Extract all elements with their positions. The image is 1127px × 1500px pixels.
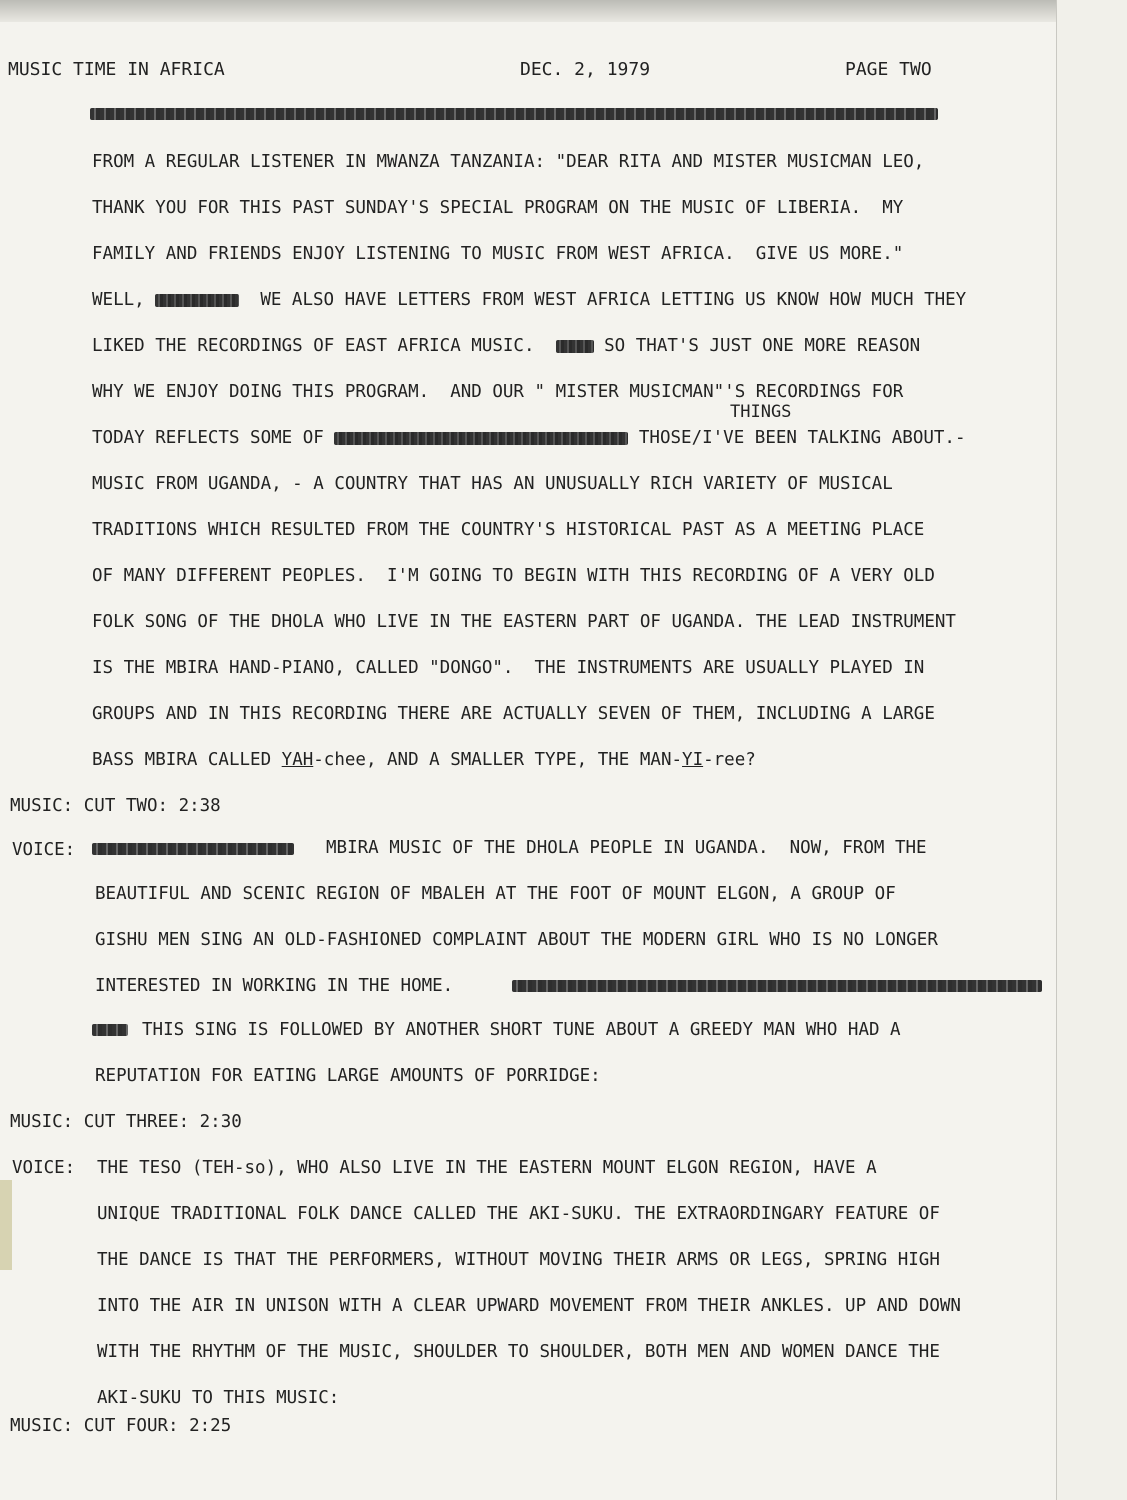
body-line bbox=[92, 750, 756, 770]
redaction-mark bbox=[155, 294, 239, 307]
script-date: DEC. 2, 1979 bbox=[520, 59, 651, 80]
body-line bbox=[92, 428, 966, 448]
body-line: WHY WE ENJOY DOING THIS PROGRAM. AND OUR " MISTER MUSICMAN"'S RECORDINGS FOR bbox=[92, 382, 904, 402]
body-text: BASS MBIRA CALLED bbox=[92, 750, 282, 770]
body-line: MBIRA MUSIC OF THE DHOLA PEOPLE IN UGANDA. NOW, FROM THE bbox=[326, 838, 927, 858]
music-cue: MUSIC: CUT FOUR: 2:25 bbox=[10, 1416, 232, 1436]
body-text: TODAY REFLECTS SOME OF bbox=[92, 428, 324, 448]
body-text: WE ALSO HAVE LETTERS FROM WEST AFRICA LETTING US KNOW HOW MUCH THEY bbox=[260, 290, 967, 310]
body-text: -ree? bbox=[703, 750, 756, 770]
program-title: MUSIC TIME IN AFRICA bbox=[8, 59, 225, 80]
body-line: TRADITIONS WHICH RESULTED FROM THE COUNTRY'S HISTORICAL PAST AS A MEETING PLACE bbox=[92, 520, 925, 540]
redaction-mark bbox=[556, 340, 594, 353]
body-line: THE TESO (TEH-so), WHO ALSO LIVE IN THE EASTERN MOUNT ELGON REGION, HAVE A bbox=[97, 1158, 877, 1178]
body-line: WITH THE RHYTHM OF THE MUSIC, SHOULDER TO SHOULDER, BOTH MEN AND WOMEN DANCE THE bbox=[97, 1342, 940, 1362]
body-line: GISHU MEN SING AN OLD-FASHIONED COMPLAINT ABOUT THE MODERN GIRL WHO IS NO LONGER bbox=[95, 930, 938, 950]
body-line: GROUPS AND IN THIS RECORDING THERE ARE ACTUALLY SEVEN OF THEM, INCLUDING A LARGE bbox=[92, 704, 935, 724]
body-line bbox=[92, 336, 920, 356]
body-line: AKI-SUKU TO THIS MUSIC: bbox=[97, 1388, 340, 1408]
body-text: SO THAT'S JUST ONE MORE REASON bbox=[604, 336, 921, 356]
body-text: -chee, AND A SMALLER TYPE, THE MAN- bbox=[313, 750, 683, 770]
body-line: BEAUTIFUL AND SCENIC REGION OF MBALEH AT THE FOOT OF MOUNT ELGON, A GROUP OF bbox=[95, 884, 896, 904]
body-text: THOSE/I'VE BEEN TALKING ABOUT.- bbox=[638, 428, 966, 448]
handwritten-insert: THINGS bbox=[730, 402, 792, 422]
redaction-mark bbox=[334, 432, 628, 445]
underlined-syllable: YI bbox=[682, 750, 704, 770]
body-text: LIKED THE RECORDINGS OF EAST AFRICA MUSIC. bbox=[92, 336, 535, 356]
music-cue: MUSIC: CUT TWO: 2:38 bbox=[10, 796, 221, 816]
redaction-mark bbox=[92, 843, 294, 855]
music-cue: MUSIC: CUT THREE: 2:30 bbox=[10, 1112, 242, 1132]
paper-top-edge bbox=[0, 0, 1127, 22]
redaction-mark bbox=[512, 980, 1042, 992]
body-line: IS THE MBIRA HAND-PIANO, CALLED "DONGO". THE INSTRUMENTS ARE USUALLY PLAYED IN bbox=[92, 658, 925, 678]
body-line: UNIQUE TRADITIONAL FOLK DANCE CALLED THE AKI-SUKU. THE EXTRAORDINGARY FEATURE OF bbox=[97, 1204, 940, 1224]
redaction-mark bbox=[92, 1024, 128, 1036]
body-line: INTERESTED IN WORKING IN THE HOME. bbox=[95, 976, 454, 996]
body-line: FROM A REGULAR LISTENER IN MWANZA TANZANIA: "DEAR RITA AND MISTER MUSICMAN LEO, bbox=[92, 152, 925, 172]
tape-residue bbox=[0, 1180, 12, 1270]
underlined-syllable: YAH bbox=[281, 750, 314, 770]
body-line: THANK YOU FOR THIS PAST SUNDAY'S SPECIAL PROGRAM ON THE MUSIC OF LIBERIA. MY bbox=[92, 198, 904, 218]
voice-label: VOICE: bbox=[12, 1158, 76, 1178]
body-line: REPUTATION FOR EATING LARGE AMOUNTS OF PORRIDGE: bbox=[95, 1066, 601, 1086]
tractor-feed-strip bbox=[1056, 0, 1127, 1500]
body-line: THE DANCE IS THAT THE PERFORMERS, WITHOUT MOVING THEIR ARMS OR LEGS, SPRING HIGH bbox=[97, 1250, 940, 1270]
page-number: PAGE TWO bbox=[845, 59, 932, 80]
body-line: THIS SING IS FOLLOWED BY ANOTHER SHORT TUNE ABOUT A GREEDY MAN WHO HAD A bbox=[142, 1020, 901, 1040]
body-text: WELL, bbox=[92, 290, 145, 310]
body-line: FOLK SONG OF THE DHOLA WHO LIVE IN THE EASTERN PART OF UGANDA. THE LEAD INSTRUMENT bbox=[92, 612, 956, 632]
body-line: MUSIC FROM UGANDA, - A COUNTRY THAT HAS AN UNUSUALLY RICH VARIETY OF MUSICAL bbox=[92, 474, 893, 494]
body-line bbox=[92, 290, 966, 310]
body-line: INTO THE AIR IN UNISON WITH A CLEAR UPWARD MOVEMENT FROM THEIR ANKLES. UP AND DOWN bbox=[97, 1296, 961, 1316]
body-line: FAMILY AND FRIENDS ENJOY LISTENING TO MUSIC FROM WEST AFRICA. GIVE US MORE." bbox=[92, 244, 904, 264]
struck-out-line bbox=[90, 108, 938, 120]
body-line: OF MANY DIFFERENT PEOPLES. I'M GOING TO BEGIN WITH THIS RECORDING OF A VERY OLD bbox=[92, 566, 935, 586]
voice-label: VOICE: bbox=[12, 840, 76, 860]
